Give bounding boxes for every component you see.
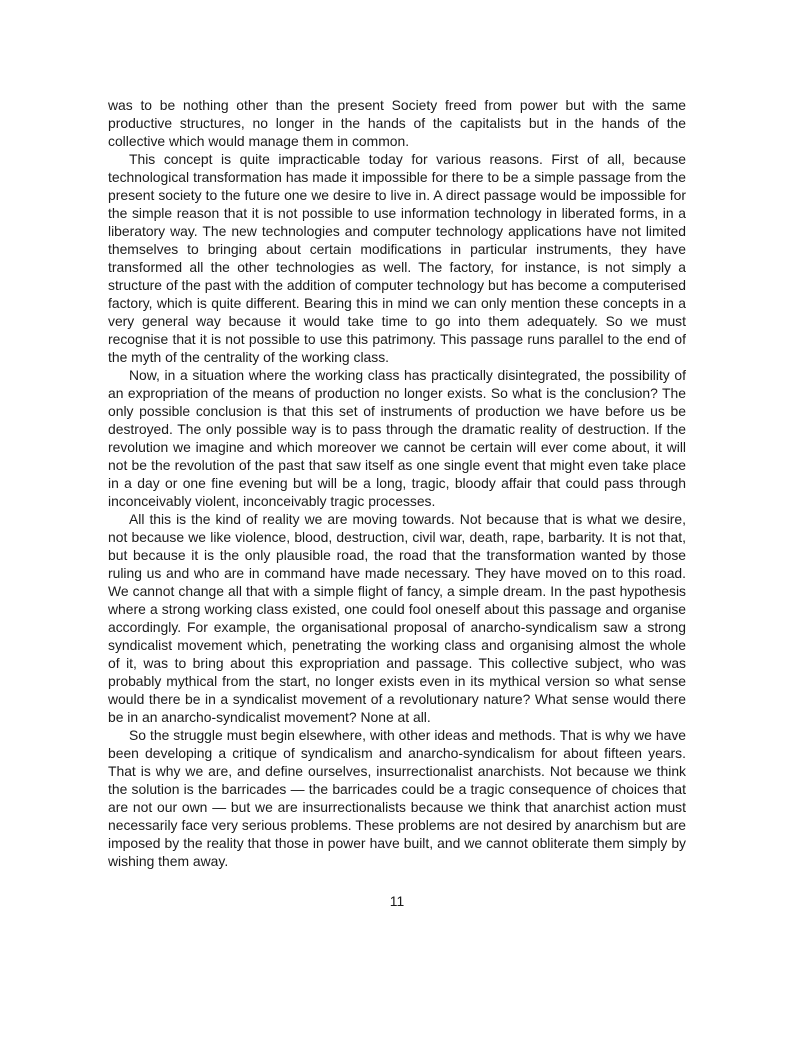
paragraph: All this is the kind of reality we are moving towards. Not because that is what we desire, not because we like violence, blood, destruction, civil war, death, rape, barbarity. It is not that, but because it is the only plausible road, the road that the transformation wanted by those ruling us and who are in command have made necessary. They have moved on to this road. We cannot change all that with a simple flight of fancy, a simple dream. In the past hypothesis where a strong working class existed, one could fool oneself about this passage and organise accordingly. For example, the organisational proposal of anarcho-syndicalism saw a strong syndicalist movement which, penetrating the working class and organising almost the whole of it, was to bring about this expropriation and passage. This collective subject, who was probably mythical from the start, no longer exists even in its mythical version so what sense would there be in a syndicalist movement of a revolutionary nature? What sense would there be in an anarcho-syndicalist movement? None at all. [108, 511, 686, 725]
paragraph: was to be nothing other than the present Society freed from power but with the same productive structures, no longer in the hands of the capitalists but in the hands of the collective which would manage them in common. [108, 97, 686, 149]
page-body [108, 96, 686, 870]
paragraph: Now, in a situation where the working class has practically disintegrated, the possibility of an expropriation of the means of production no longer exists. So what is the conclusion? The only possible conclusion is that this set of instruments of production we have before us be destroyed. The only possible way is to pass through the dramatic reality of destruction. If the revolution we imagine and which moreover we cannot be certain will ever come about, it will not be the revolution of the past that saw itself as one single event that might even take place in a day or one fine evening but will be a long, tragic, bloody affair that could pass through inconceivably violent, inconceivably tragic processes. [108, 367, 686, 509]
paragraph: So the struggle must begin elsewhere, with other ideas and methods. That is why we have been developing a critique of syndicalism and anarcho-syndicalism for about fifteen years. That is why we are, and define ourselves, insurrectionalist anarchists. Not because we think the solution is the barricades — the barricades could be a tragic consequence of choices that are not our own — but we are insurrectionalists because we think that anarchist action must necessarily face very serious problems. These problems are not desired by anarchism but are imposed by the reality that those in power have built, and we cannot obliterate them simply by wishing them away. [108, 727, 686, 869]
paragraph: This concept is quite impracticable today for various reasons. First of all, because technological transformation has made it impossible for there to be a simple passage from the present society to the future one we desire to live in. A direct passage would be impossible for the simple reason that it is not possible to use information technology in liberated forms, in a liberatory way. The new technologies and computer technology applications have not limited themselves to bringing about certain modifications in particular instruments, they have transformed all the other technologies as well. The factory, for instance, is not simply a structure of the past with the addition of computer technology but has become a computerised factory, which is quite different. Bearing this in mind we can only mention these concepts in a very general way because it would take time to go into them adequately. So we must recognise that it is not possible to use this patrimony. This passage runs parallel to the end of the myth of the centrality of the working class. [108, 151, 686, 365]
page-number: 11 [389, 893, 405, 909]
